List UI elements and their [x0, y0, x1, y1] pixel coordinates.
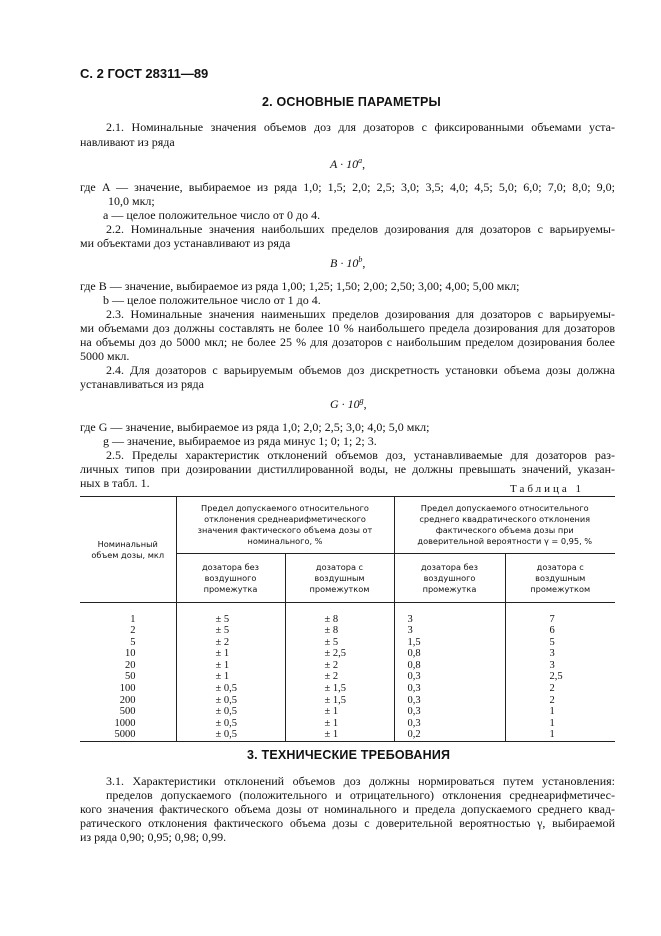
std-without-gap-cell: 0,3	[394, 718, 505, 730]
table-row	[80, 718, 615, 730]
subheader-std-without-gap: дозатора без воздушного промежутка	[394, 554, 505, 603]
paragraph-2-3-line-1: 2.3. Номинальные значения наименьших пределов дозирования для дозаторов с варьируемы-	[106, 307, 615, 321]
paragraph-3-1-line-5: из ряда 0,90; 0,95; 0,98; 0,99.	[80, 830, 227, 844]
nominal-volume-cell: 10	[125, 648, 136, 660]
mean-without-gap-cell: ± 0,5	[176, 706, 285, 718]
paragraph-2-1-line-1: 2.1. Номинальные значения объемов доз для дозаторов с фиксированными объемами уста-	[106, 120, 615, 134]
mean-without-gap-cell: ± 1	[176, 648, 285, 660]
paragraph-3-1-line-4: ратического отклонения фактического объема дозы с доверительной вероятностью γ, выбираемой	[80, 816, 615, 830]
mean-without-gap-cell: ± 1	[176, 660, 285, 672]
table-row	[80, 683, 615, 695]
std-with-gap-cell: 5	[505, 637, 615, 649]
table-header-row-1	[80, 497, 615, 554]
mean-with-gap-cell: ± 1	[285, 706, 394, 718]
header-group-std-deviation: Предел допускаемого относительного среднего квадратического отклонения фактического объема дозы при доверительной вероятности γ = 0,95, %	[394, 497, 615, 554]
formula-a	[330, 156, 365, 172]
table-row	[80, 648, 615, 660]
std-without-gap-cell: 0,3	[394, 695, 505, 707]
formula-b-exponent: b	[358, 255, 363, 264]
mean-without-gap-cell: ± 0,5	[176, 695, 285, 707]
section-2-title: 2. ОСНОВНЫЕ ПАРАМЕТРЫ	[262, 95, 441, 109]
where-a-line-2: 10,0 мкл;	[108, 194, 155, 208]
std-without-gap-cell: 0,2	[394, 729, 505, 741]
nominal-volume-cell: 5	[130, 636, 136, 648]
deviation-table	[80, 496, 615, 742]
table-row	[80, 729, 615, 741]
nominal-volume-cell: 500	[119, 706, 136, 718]
formula-b-end: ,	[362, 256, 366, 270]
std-with-gap-cell: 6	[505, 625, 615, 637]
nominal-volume-cell: 5000	[80, 729, 176, 741]
formula-g-end: ,	[363, 397, 367, 411]
std-without-gap-cell: 0,8	[394, 648, 505, 660]
paragraph-2-4-line-2: устанавливаться из ряда	[80, 377, 204, 391]
std-with-gap-cell: 2	[505, 683, 615, 695]
mean-with-gap-cell: ± 5	[285, 637, 394, 649]
paragraph-2-5-line-1: 2.5. Пределы характеристик отклонений объемов доз, устанавливаемые для дозаторов раз-	[106, 448, 615, 462]
std-with-gap-cell: 2,5	[505, 671, 615, 683]
std-without-gap-cell: 0,8	[394, 660, 505, 672]
mean-with-gap-cell: ± 8	[285, 614, 394, 626]
nominal-volume-cell: 200	[119, 694, 136, 706]
std-without-gap-cell: 0,3	[394, 683, 505, 695]
table-row	[80, 614, 615, 626]
where-g-line-2: g — значение, выбираемое из ряда минус 1; 0; 1; 2; 3.	[103, 434, 377, 448]
paragraph-2-4-line-1: 2.4. Для дозаторов с варьируемым объемов доз дискретность установки объема дозы должна	[106, 363, 615, 377]
mean-without-gap-cell: ± 2	[176, 637, 285, 649]
table-row	[80, 625, 615, 637]
mean-with-gap-cell: ± 1,5	[285, 695, 394, 707]
table-row	[80, 695, 615, 707]
table-caption: Таблица 1	[510, 483, 585, 495]
where-a-line-3: a — целое положительное число от 0 до 4.	[103, 208, 321, 222]
mean-without-gap-cell: ± 0,5	[176, 683, 285, 695]
std-with-gap-cell: 2	[505, 695, 615, 707]
section-3-title: 3. ТЕХНИЧЕСКИЕ ТРЕБОВАНИЯ	[247, 748, 451, 762]
subheader-mean-without-gap: дозатора без воздушного промежутка	[176, 554, 285, 603]
nominal-volume-cell: 2	[130, 625, 136, 637]
paragraph-2-1-line-2: навливают из ряда	[80, 135, 175, 149]
formula-a-end: ,	[362, 157, 366, 171]
std-with-gap-cell: 7	[505, 614, 615, 626]
subheader-mean-with-gap: дозатора с воздушным промежутком	[285, 554, 394, 603]
nominal-volume-cell: 100	[119, 683, 136, 695]
paragraph-3-1-line-2: пределов допускаемого (положительного и отрицательного) отклонения среднеарифметичес-	[106, 788, 615, 802]
formula-a-base: A · 10	[330, 157, 359, 171]
where-b-line-1: где B — значение, выбираемое из ряда 1,00; 1,25; 1,50; 2,00; 2,50; 3,00; 4,00; 5,00 мкл;	[80, 279, 520, 293]
formula-b-base: B · 10	[330, 256, 359, 270]
nominal-volume-cell: 20	[125, 659, 136, 671]
std-with-gap-cell: 3	[505, 648, 615, 660]
std-without-gap-cell: 0,3	[394, 706, 505, 718]
table-row	[80, 660, 615, 672]
table-body	[80, 603, 615, 742]
formula-g-base: G · 10	[330, 397, 360, 411]
mean-with-gap-cell: ± 2	[285, 671, 394, 683]
where-b-line-2: b — целое положительное число от 1 до 4.	[103, 293, 321, 307]
paragraph-2-2-line-2: ми объектами доз устанавливают из ряда	[80, 236, 291, 250]
paragraph-2-5-line-3: ных в табл. 1.	[80, 476, 150, 490]
mean-with-gap-cell: ± 1,5	[285, 683, 394, 695]
paragraph-2-5-line-2: личных типов при дозировании дистиллированной воды, не должны превышать значений, указан-	[80, 462, 615, 476]
formula-a-exponent: a	[358, 156, 363, 165]
where-a-line-1: где A — значение, выбираемое из ряда 1,0; 1,5; 2,0; 2,5; 3,0; 3,5; 4,0; 4,5; 5,0; 6,0; 7,0; 8,0; 9,0;	[80, 180, 615, 194]
where-g-line-1: где G — значение, выбираемое из ряда 1,0; 2,0; 2,5; 3,0; 4,0; 5,0 мкл;	[80, 420, 430, 434]
header-group-mean-deviation: Предел допускаемого относительного отклонения среднеарифметического значения фактического объема дозы от номинального, %	[176, 497, 394, 554]
formula-g	[330, 396, 367, 412]
subheader-std-with-gap: дозатора с воздушным промежутком	[505, 554, 615, 603]
std-without-gap-cell: 3	[394, 625, 505, 637]
table-row	[80, 671, 615, 683]
mean-without-gap-cell: ± 1	[176, 671, 285, 683]
formula-b	[330, 255, 365, 271]
mean-with-gap-cell: ± 2,5	[285, 648, 394, 660]
nominal-volume-cell: 1	[130, 613, 136, 625]
nominal-volume-cell: 50	[125, 671, 136, 683]
header-nominal-volume: Номинальный объем дозы, мкл	[80, 497, 176, 603]
paragraph-2-3-line-4: 5000 мкл.	[80, 349, 130, 363]
mean-with-gap-cell: ± 1	[285, 729, 394, 741]
std-without-gap-cell: 3	[394, 614, 505, 626]
paragraph-3-1-line-1: 3.1. Характеристики отклонений объемов доз должны нормироваться путем установления:	[106, 774, 615, 788]
paragraph-2-2-line-1: 2.2. Номинальные значения наибольших пределов дозирования для дозаторов с варьируемы-	[106, 222, 615, 236]
mean-with-gap-cell: ± 1	[285, 718, 394, 730]
nominal-volume-cell: 1000	[114, 717, 136, 729]
formula-g-exponent: g	[359, 396, 364, 405]
paragraph-2-3-line-2: ми объемами доз должны составлять не более 10 % наибольшего предела дозирования для дозаторов	[80, 321, 615, 335]
std-without-gap-cell: 0,3	[394, 671, 505, 683]
table-row	[80, 706, 615, 718]
std-with-gap-cell: 1	[505, 729, 615, 741]
page-header: С. 2 ГОСТ 28311—89	[80, 66, 209, 81]
std-with-gap-cell: 1	[505, 706, 615, 718]
std-without-gap-cell: 1,5	[394, 637, 505, 649]
mean-with-gap-cell: ± 8	[285, 625, 394, 637]
mean-without-gap-cell: ± 0,5	[176, 718, 285, 730]
mean-without-gap-cell: ± 5	[176, 625, 285, 637]
std-with-gap-cell: 3	[505, 660, 615, 672]
mean-without-gap-cell: ± 0,5	[176, 729, 285, 741]
paragraph-3-1-line-3: кого значения фактического объема дозы от номинального и предела допускаемого среднего квад-	[80, 802, 615, 816]
paragraph-2-3-line-3: на объемы доз до 5000 мкл; не более 25 % для дозаторов с наибольшим пределом дозирования более	[80, 335, 615, 349]
mean-with-gap-cell: ± 2	[285, 660, 394, 672]
table-row	[80, 637, 615, 649]
mean-without-gap-cell: ± 5	[176, 614, 285, 626]
std-with-gap-cell: 1	[505, 718, 615, 730]
